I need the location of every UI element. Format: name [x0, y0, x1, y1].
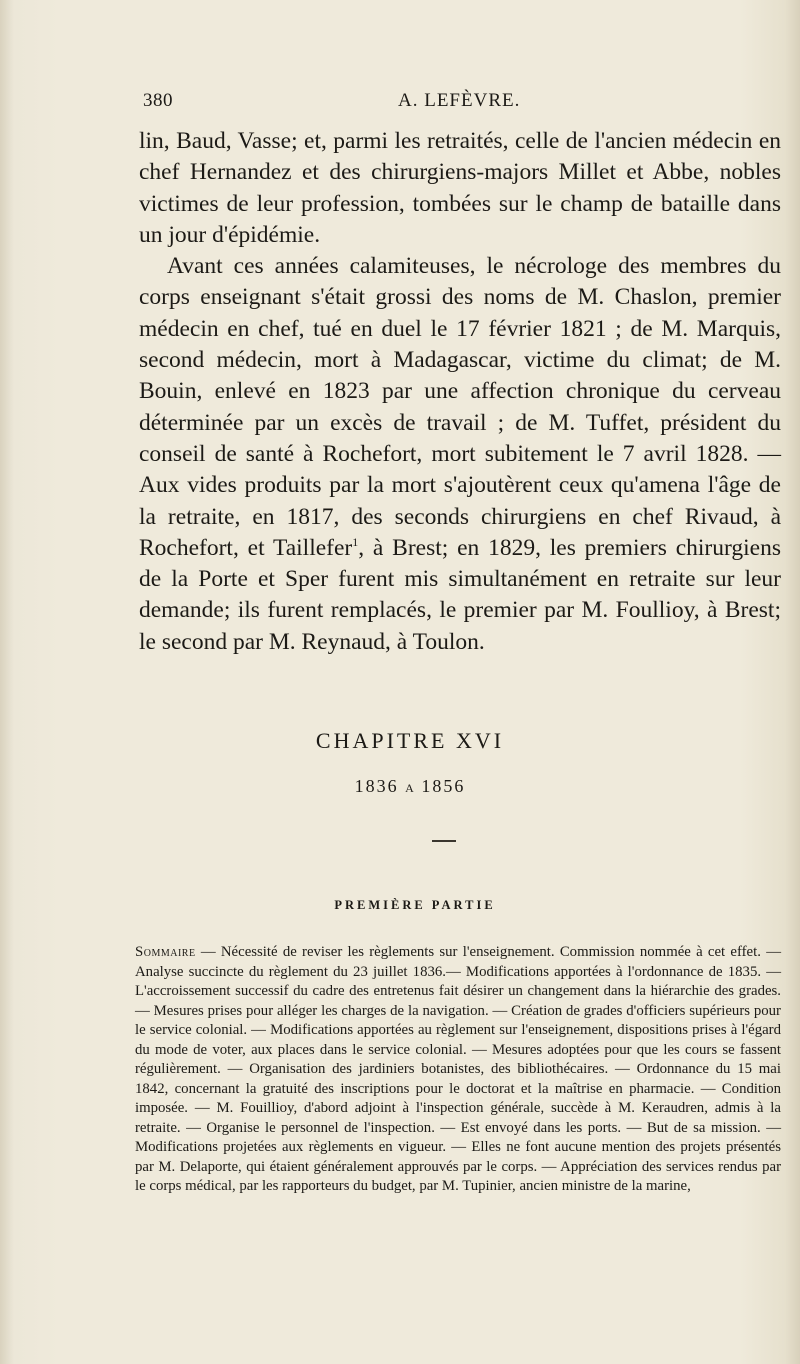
- paragraph-text-part-1: Avant ces années calamiteuses, le nécrologe des membres du corps enseignant s'était grossi des noms de M. Chaslon, premier médecin en chef, tué en duel le 17 février 1821 ; de M. Marquis, second médecin, mort à Madagascar, victime du climat; de M. Bouin, enlevé en 1823 par une affection chronique du cerveau déterminée par un excès de travail ; de M. Tuffet, président du conseil de santé à Rochefort, mort subitement le 7 avril 1828. — Aux vides produits par la mort s'ajoutèrent ceux qu'amena l'âge de la retraite, en 1817, des seconds chirurgiens en chef Rivaud, à Rochefort, et Taillefer: [139, 253, 781, 561]
- date-start: 1836: [354, 776, 399, 796]
- paragraph-continued: lin, Baud, Vasse; et, parmi les retraités, celle de l'ancien médecin en chef Hernandez et des chirurgiens-majors Millet et Abbe, nobles victimes de leur profession, tombées sur le champ de bataille dans un jour d'épidémie.: [139, 128, 781, 248]
- page-number: 380: [143, 90, 173, 111]
- summary-text: — Nécessité de reviser les règlements sur l'enseignement. Commission nommée à cet effet. — Analyse succincte du règlement du 23 juillet 1836.— Modifications apportées à l'ordonnance de 1835. — L'accroissement successif du cadre des entretenus fait désirer un changement dans la hiérarchie des grades. — Mesures prises pour alléger les charges de la navigation. — Création de grades d'officiers supérieurs pour le service colonial. — Modifications apportées au règlement sur l'enseignement, dispositions prises à l'égard du mode de voter, aux places dans le service colonial. — Mesures adoptées pour que les cours se fassent régulièrement. — Organisation des jardiniers botanistes, des bibliothécaires. — Ordonnance du 15 mai 1842, concernant la gratuité des inscriptions pour le doctorat et la maîtrise en pharmacie. — Condition imposée. — M. Fouillioy, d'abord adjoint à l'inspection générale, succède à M. Keraudren, admis à la retraite. — Organise le personnel de l'inspection. — Est envoyé dans les ports. — But de sa mission. — Modifications projetées aux règlements en vigueur. — Elles ne font aucune mention des projets présentés par M. Delaporte, qui étaient généralement approuvés par le corps. — Appréciation des services rendus par le corps médical, par les rapporteurs du budget, par M. Tupinier, ancien ministre de la marine,: [135, 944, 781, 1194]
- chapter-title: CHAPITRE XVI: [315, 728, 505, 753]
- paragraph-necrology: [139, 251, 781, 658]
- main-text: [139, 126, 781, 658]
- footnote-marker: 1: [352, 535, 359, 550]
- date-separator: A: [405, 781, 415, 795]
- part-title: PREMIÈRE PARTIE: [334, 898, 496, 912]
- running-header: [143, 90, 783, 116]
- summary-label: Sommaire: [135, 944, 196, 960]
- paragraph-text-part-2: , à Brest; en 1829, les premiers chirurgiens de la Porte et Sper furent mis simultanément en retraite sur leur demande; ils furent remplacés, le premier par M. Foullioy, à Brest; le second par M. Reynaud, à Toulon.: [139, 534, 781, 655]
- running-head-author: A. LEFÈVRE.: [398, 90, 521, 111]
- date-end: 1856: [421, 776, 466, 796]
- section-rule: [432, 840, 456, 842]
- chapter-summary: [135, 943, 781, 1197]
- chapter-dates: [0, 776, 800, 797]
